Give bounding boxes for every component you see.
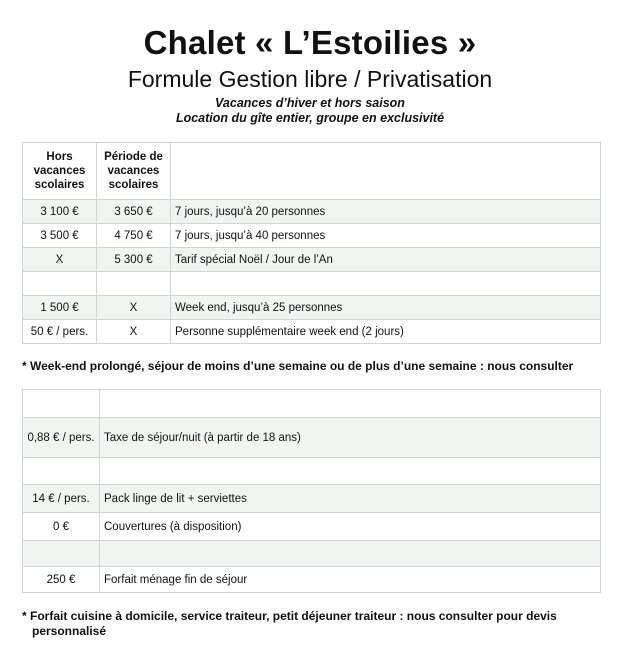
price-holiday <box>97 272 171 296</box>
price-off-season <box>23 272 97 296</box>
tagline-rental: Location du gîte entier, groupe en exclusivité <box>175 111 445 125</box>
table-row <box>23 541 601 567</box>
table-row <box>23 567 601 593</box>
table-row <box>23 248 601 272</box>
extra-description: Taxe de séjour/nuit (à partir de 18 ans) <box>100 418 601 458</box>
table-row <box>23 200 601 224</box>
table-row <box>23 272 601 296</box>
price-description: Week end, jusqu’à 25 personnes <box>171 296 601 320</box>
price-off-season: 3 500 € <box>23 224 97 248</box>
price-description: Personne supplémentaire week end (2 jours) <box>171 320 601 344</box>
tagline-season: Vacances d’hiver et hors saison <box>215 96 405 110</box>
extra-price <box>23 541 100 567</box>
extras-table <box>22 389 601 593</box>
col-description <box>171 143 601 200</box>
note-extended-stay: * Week-end prolongé, séjour de moins d’une semaine ou de plus d’une semaine : nous consulter <box>22 359 574 373</box>
page-title: Chalet « L’Estoilies » <box>143 24 477 61</box>
extra-description <box>100 458 601 485</box>
extra-description <box>100 541 601 567</box>
table-row <box>23 224 601 248</box>
price-off-season: 1 500 € <box>23 296 97 320</box>
price-description <box>171 272 601 296</box>
extra-description: Pack linge de lit + serviettes <box>100 485 601 513</box>
table-row <box>23 485 601 513</box>
table-row <box>23 320 601 344</box>
extra-description: Forfait ménage fin de séjour <box>100 567 601 593</box>
extra-price: 0,88 € / pers. <box>23 418 100 458</box>
note-catering: * Forfait cuisine à domicile, service traiteur, petit déjeuner traiteur : nous consulter pour devis personnalisé <box>22 609 557 638</box>
price-description: 7 jours, jusqu’à 20 personnes <box>171 200 601 224</box>
table-row <box>23 296 601 320</box>
price-off-season: 50 € / pers. <box>23 320 97 344</box>
extra-price: 250 € <box>23 567 100 593</box>
extra-price <box>23 458 100 485</box>
page-subtitle: Formule Gestion libre / Privatisation <box>127 66 493 92</box>
price-holiday: X <box>97 320 171 344</box>
pricing-table <box>22 142 601 344</box>
price-off-season: 3 100 € <box>23 200 97 224</box>
extra-price <box>23 390 100 418</box>
price-off-season: X <box>23 248 97 272</box>
extra-description <box>100 390 601 418</box>
price-holiday: X <box>97 296 171 320</box>
price-holiday: 5 300 € <box>97 248 171 272</box>
col-school-holidays: Période de vacances scolaires <box>97 143 171 200</box>
extra-price: 14 € / pers. <box>23 485 100 513</box>
extra-price: 0 € <box>23 513 100 541</box>
price-holiday: 4 750 € <box>97 224 171 248</box>
extra-description: Couvertures (à disposition) <box>100 513 601 541</box>
col-off-season: Hors vacances scolaires <box>23 143 97 200</box>
pricing-header-row <box>23 143 601 200</box>
table-row <box>23 418 601 458</box>
table-row <box>23 390 601 418</box>
price-description: Tarif spécial Noël / Jour de l’An <box>171 248 601 272</box>
price-holiday: 3 650 € <box>97 200 171 224</box>
table-row <box>23 458 601 485</box>
table-row <box>23 513 601 541</box>
price-description: 7 jours, jusqu’à 40 personnes <box>171 224 601 248</box>
